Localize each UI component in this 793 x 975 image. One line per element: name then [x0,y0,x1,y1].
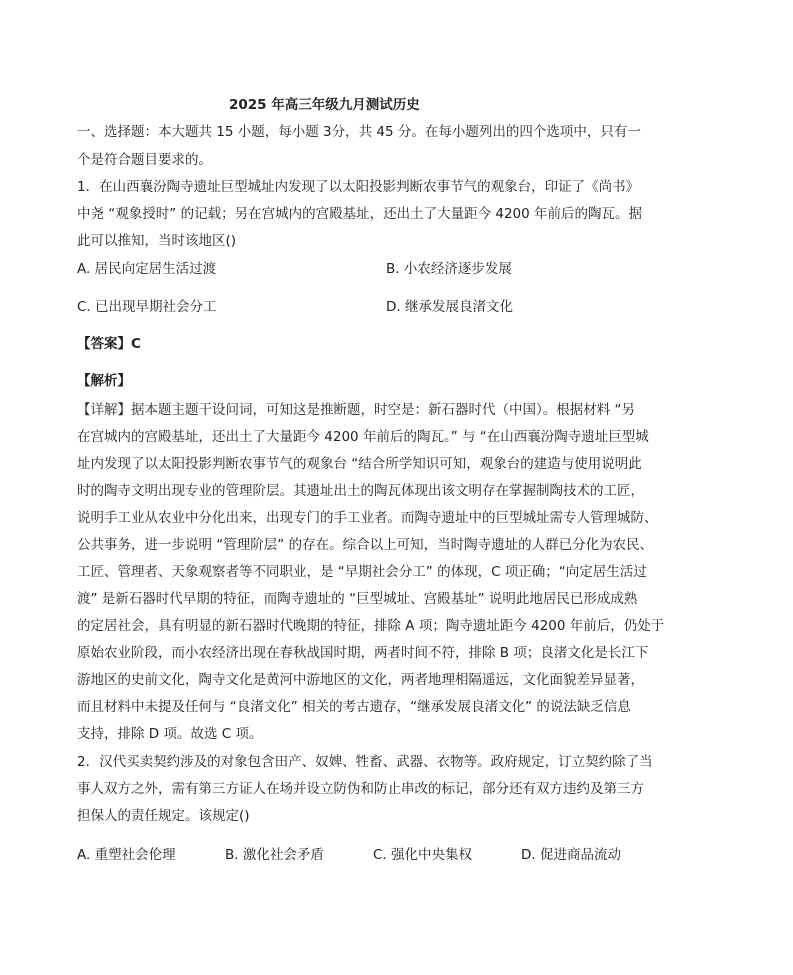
q1-analysis-line-6: 公共事务，进一步说明 “管理阶层” 的存在。综合以上可知，当时陶寺遗址的人群已分化为农民、 [77,537,654,553]
q1-option-b: B. 小农经济逐步发展 [386,261,512,277]
q1-analysis-line-10: 原始农业阶段，而小农经济出现在春秋战国时期，两者时间不符，排除 B 项；良渚文化是长江下 [77,645,649,661]
q1-analysis-line-2: 在宫城内的宫殿基址，还出土了大量距今 4200 年前后的陶瓦。” 与 “在山西襄汾陶寺遗址巨型城 [77,429,649,445]
q1-analysis-line-9: 的定居社会，具有明显的新石器时代晚期的特征，排除 A 项；陶寺遗址距今 4200 年前后，仍处于 [77,618,665,634]
q1-option-c: C. 已出现早期社会分工 [77,299,217,315]
q1-analysis-line-1: 【详解】据本题主题干设问词，可知这是推断题，时空是：新石器时代（中国）。根据材料 “另 [77,402,636,418]
q1-analysis-line-11: 游地区的史前文化，陶寺文化是黄河中游地区的文化，两者地理相隔遥远，文化面貌差异显著， [77,672,644,688]
q1-stem-line-1: 1．在山西襄汾陶寺遗址巨型城址内发现了以太阳投影判断农事节气的观象台，印证了《尚书》 [77,179,640,195]
q1-option-a: A. 居民向定居生活过渡 [77,261,217,277]
q1-analysis-line-5: 说明手工业从农业中分化出来，出现专门的手工业者。而陶寺遗址中的巨型城址需专人管理城防、 [77,510,658,526]
q2-option-a: A. 重塑社会伦理 [77,847,176,863]
q1-stem-line-2: 中尧 “观象授时” 的记载；另在宫城内的宫殿基址，还出土了大量距今 4200 年前后的陶瓦。据 [77,206,643,222]
q1-answer: 【答案】C [77,336,141,352]
q1-analysis-title: 【解析】 [77,373,131,389]
q2-option-b: B. 激化社会矛盾 [225,847,324,863]
q2-stem-line-1: 2．汉代买卖契约涉及的对象包含田产、奴婢、牲畜、武器、衣物等。政府规定，订立契约除了当 [77,754,653,770]
q1-analysis-line-13: 支持，排除 D 项。故选 C 项。 [77,726,263,742]
section-heading-line-1: 一、选择题：本大题共 15 小题，每小题 3分，共 45 分。在每小题列出的四个选项中，只有一 [77,124,641,140]
q1-analysis-line-4: 时的陶寺文明出现专业的管理阶层。其遗址出土的陶瓦体现出该文明存在掌握制陶技术的工匠， [77,483,644,499]
q1-stem-line-3: 此可以推知，当时该地区() [77,233,237,249]
q2-option-d: D. 促进商品流动 [521,847,621,863]
q1-analysis-line-8: 渡” 是新石器时代早期的特征，而陶寺遗址的 “巨型城址、宫殿基址” 说明此地居民已形成成熟 [77,591,638,607]
q1-analysis-line-12: 而且材料中未提及任何与 “良渚文化” 相关的考古遗存，“继承发展良渚文化” 的说法缺乏信息 [77,699,631,715]
q2-stem-line-2: 事人双方之外，需有第三方证人在场并设立防伪和防止串改的标记，部分还有双方违约及第三方 [77,781,644,797]
q1-analysis-line-3: 址内发现了以太阳投影判断农事节气的观象台 “结合所学知识可知，观象台的建造与使用说明此 [77,456,642,472]
page-title: 2025 年高三年级九月测试历史 [229,97,420,113]
q1-option-d: D. 继承发展良渚文化 [386,299,513,315]
section-heading-line-2: 个是符合题目要求的。 [77,152,212,168]
q2-option-c: C. 强化中央集权 [373,847,473,863]
q1-analysis-line-7: 工匠、管理者、天象观察者等不同职业，是 “早期社会分工” 的体现，C 项正确；“向定居生活过 [77,564,647,580]
q2-stem-line-3: 担保人的责任规定。该规定() [77,808,250,824]
